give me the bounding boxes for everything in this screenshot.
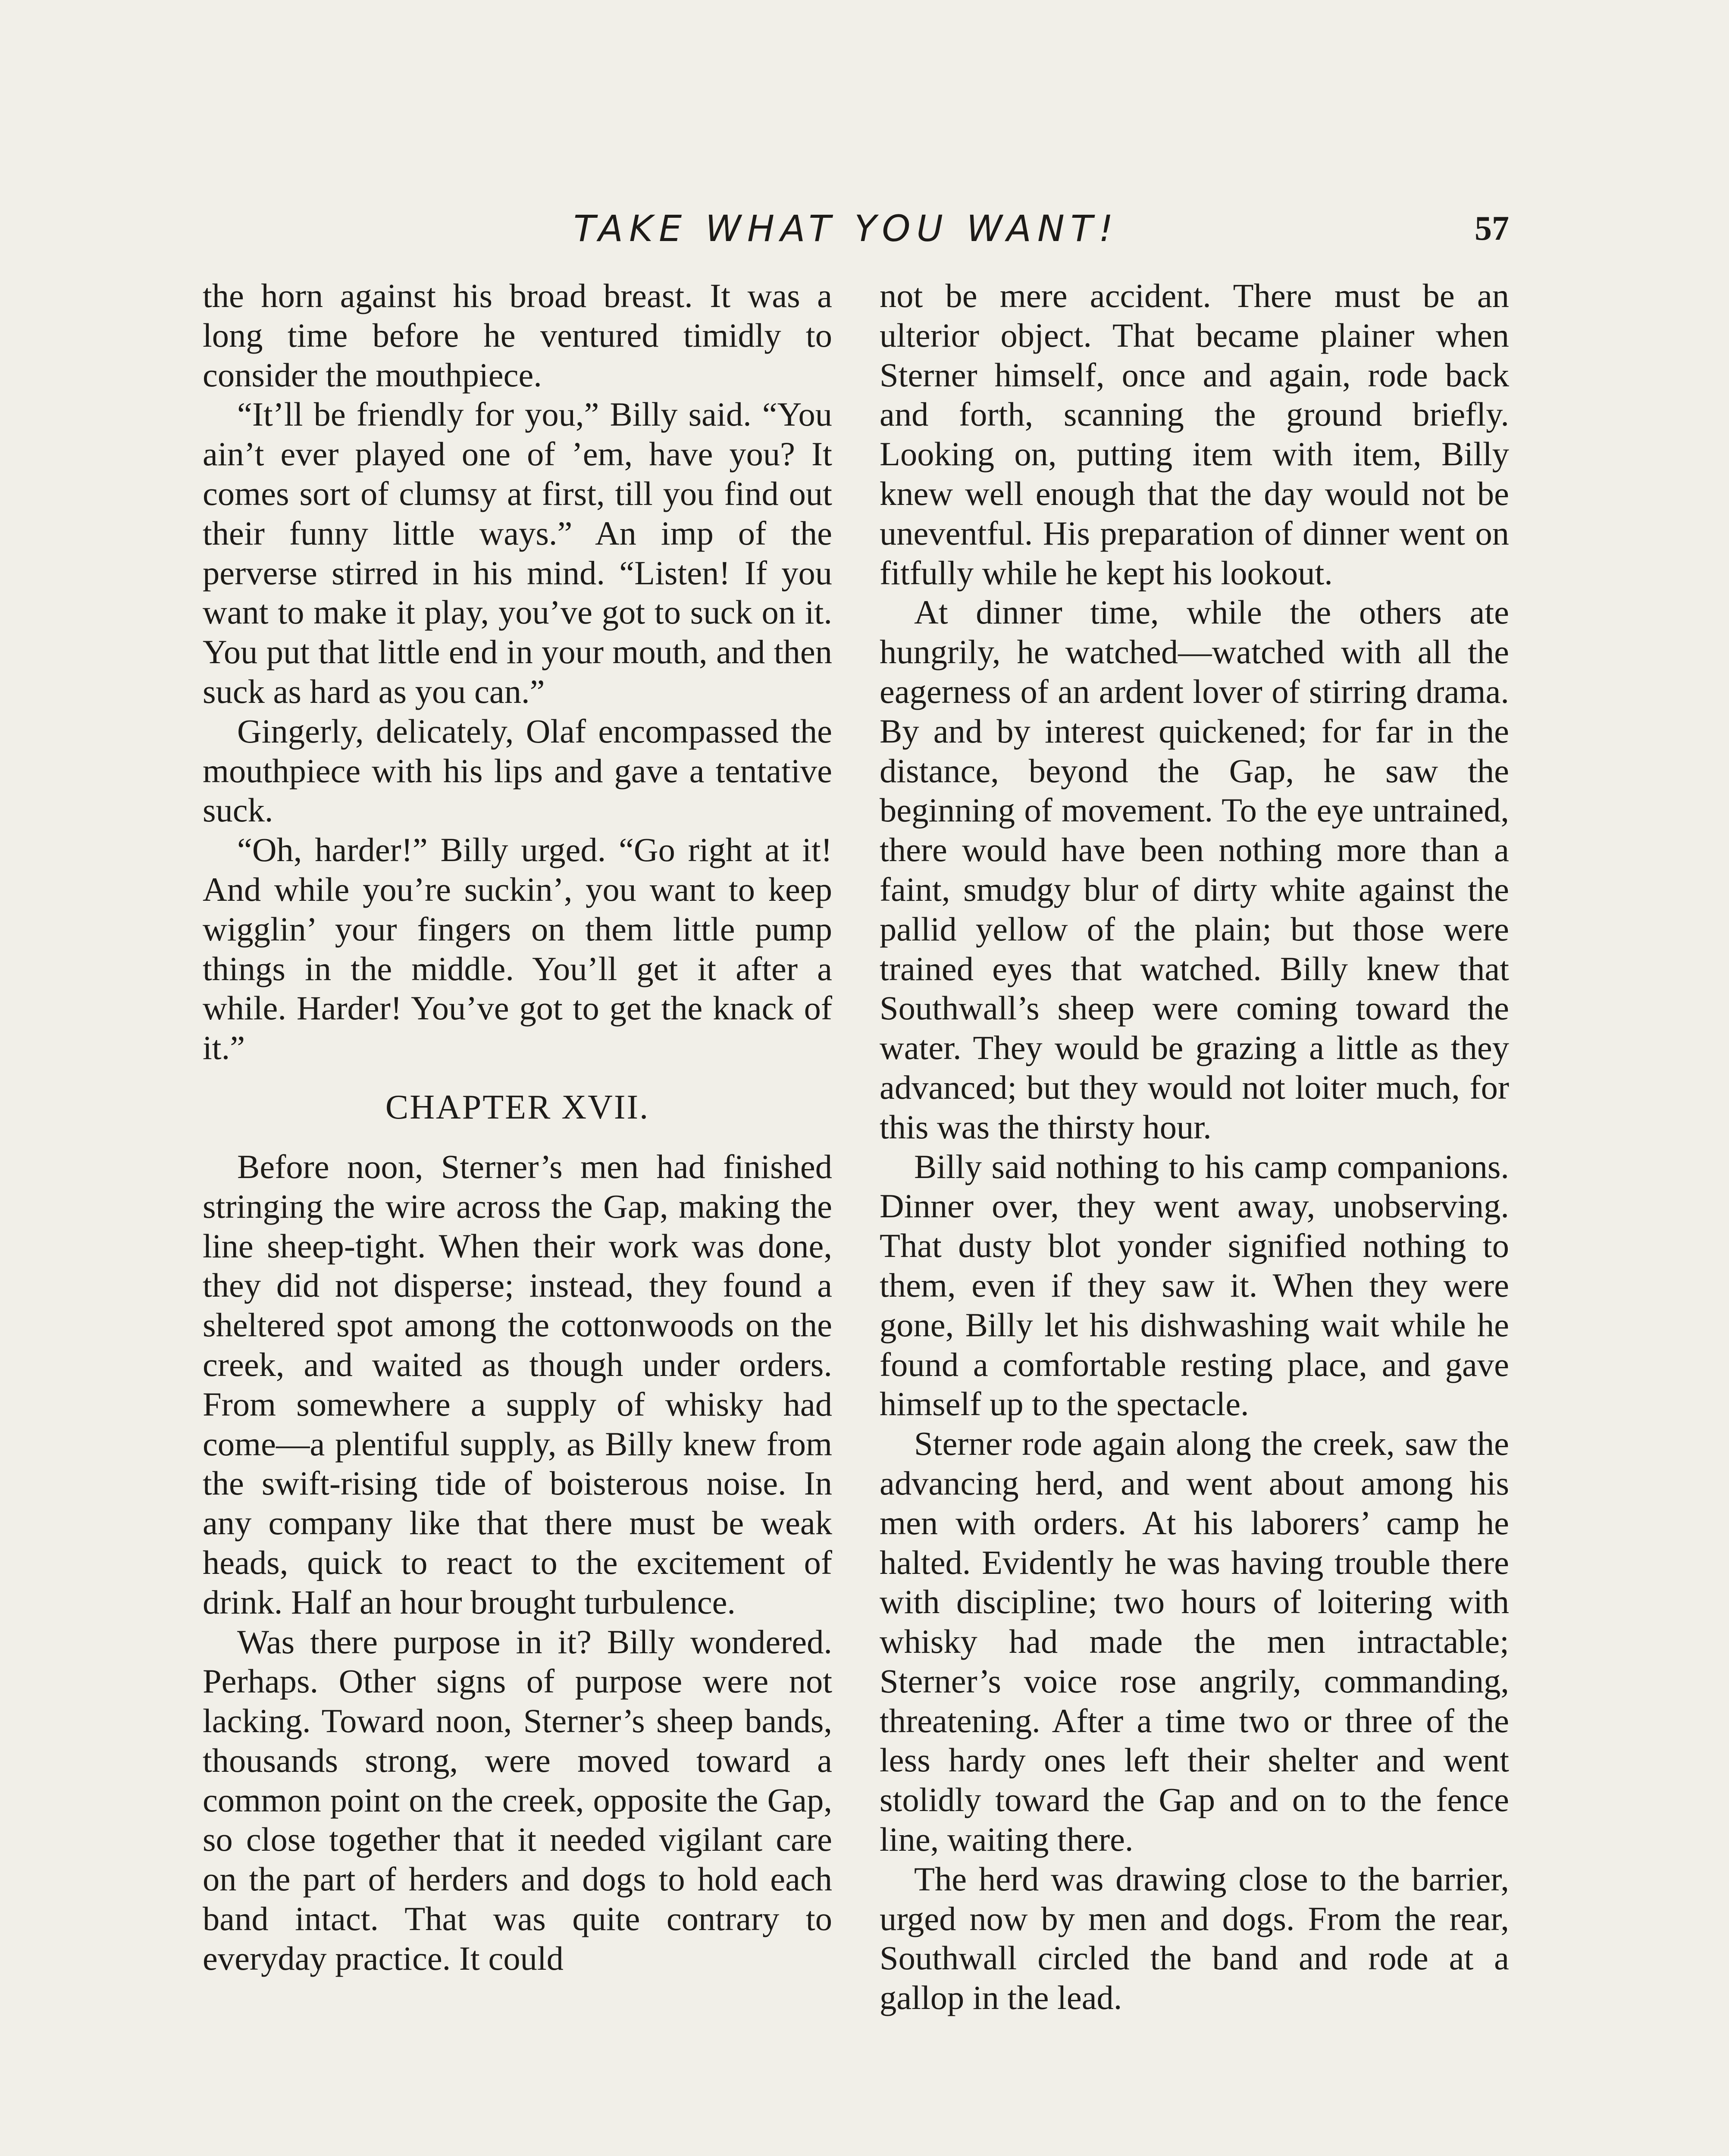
paragraph: Was there purpose in it? Billy wondered. Perhaps. Other signs of purpose were not lacking. Toward noon, Sterner’s sheep bands, thousands strong, were moved toward a common point on the creek, opposite the Gap, so close together that it needed vigilant care on the part of herders and dogs to hold each band intact. That was quite contrary to everyday practice. It could bbox=[203, 1623, 832, 1977]
paragraph: The herd was drawing close to the barrier, urged now by men and dogs. From the rear, Southwall circled the band and rode at a gallop in the lead. bbox=[880, 1860, 1509, 2017]
page-header bbox=[0, 198, 1729, 259]
paragraph: “Oh, harder!” Billy urged. “Go right at it! And while you’re suckin’, you want to keep wigglin’ your fingers on them little pump things in the middle. You’ll get it after a while. Harder! You’ve got to get the knack of it.” bbox=[203, 831, 832, 1067]
paragraph: the horn against his broad breast. It was a long time before he ventured timidly to consider the mouthpiece. bbox=[203, 277, 832, 394]
paragraph: Before noon, Sterner’s men had finished stringing the wire across the Gap, making the line sheep-tight. When their work was done, they did not disperse; instead, they found a sheltered spot among the cottonwoods on the creek, and waited as though under orders. From somewhere a supply of whisky had come—a plentiful supply, as Billy knew from the swift-rising tide of boisterous noise. In any company like that there must be weak heads, quick to react to the excitement of drink. Half an hour brought turbulence. bbox=[203, 1147, 832, 1621]
paragraph: “It’ll be friendly for you,” Billy said. “You ain’t ever played one of ’em, have you? It comes sort of clumsy at first, till you find out their funny little ways.” An imp of the perverse stirred in his mind. “Listen! If you want to make it play, you’ve got to suck on it. You put that little end in your mouth, and then suck as hard as you can.” bbox=[203, 395, 832, 710]
paragraph: Gingerly, delicately, Olaf encompassed the mouthpiece with his lips and gave a tentative suck. bbox=[203, 712, 832, 829]
paragraph: not be mere accident. There must be an ulterior object. That became plainer when Sterner himself, once and again, rode back and forth, scanning the ground briefly. Looking on, putting item with item, Billy knew well enough that the day would not be uneventful. His preparation of dinner went on fitfully while he kept his lookout. bbox=[880, 277, 1509, 592]
left-column bbox=[203, 276, 832, 1978]
running-title: TAKE WHAT YOU WANT! bbox=[573, 207, 1119, 250]
paragraph: At dinner time, while the others ate hungrily, he watched—watched with all the eagerness of an ardent lover of stirring drama. By and by interest quickened; for far in the distance, beyond the Gap, he saw the beginning of movement. To the eye untrained, there would have been nothing more than a faint, smudgy blur of dirty white against the pallid yellow of the plain; but those were trained eyes that watched. Billy knew that Southwall’s sheep were coming toward the water. They would be grazing a little as they advanced; but they would not loiter much, for this was the thirsty hour. bbox=[880, 593, 1509, 1146]
paragraph: Billy said nothing to his camp companions. Dinner over, they went away, unobserving. That dusty blot yonder signified nothing to them, even if they saw it. When they were gone, Billy let his dishwashing wait while he found a comfortable resting place, and gave himself up to the spectacle. bbox=[880, 1147, 1509, 1423]
chapter-heading: CHAPTER XVII. bbox=[385, 1088, 650, 1126]
right-column bbox=[880, 276, 1509, 2018]
paragraph: Sterner rode again along the creek, saw the advancing herd, and went about among his men with orders. At his laborers’ camp he halted. Evidently he was having trouble there with discipline; two hours of loitering with whisky had made the men intractable; Sterner’s voice rose angrily, commanding, threatening. After a time two or three of the less hardy ones left their shelter and went stolidly toward the Gap and on to the fence line, waiting there. bbox=[880, 1425, 1509, 1858]
page-number: 57 bbox=[1475, 210, 1509, 248]
